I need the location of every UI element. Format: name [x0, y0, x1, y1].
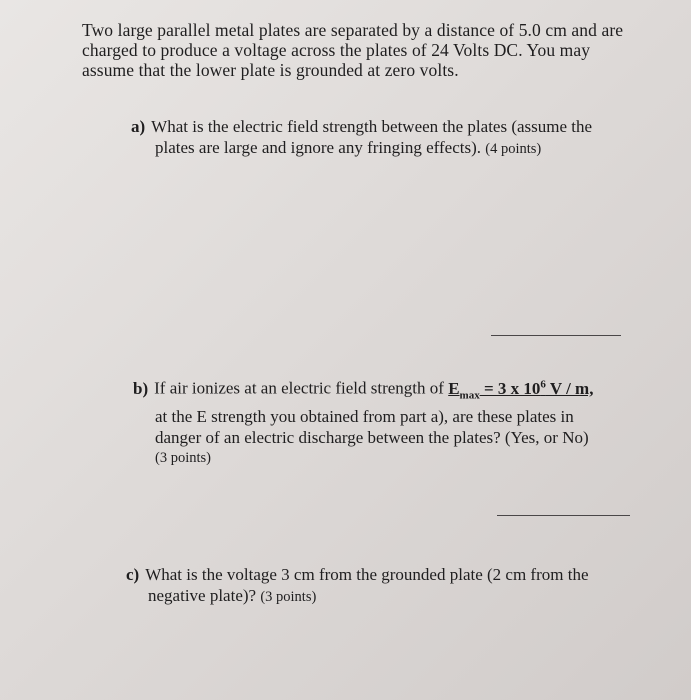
question-b-label: b) [133, 378, 149, 398]
emax-symbol: E [448, 378, 460, 398]
problem-statement-line-1: Two large parallel metal plates are separated by a distance of 5.0 cm and are [82, 20, 624, 40]
question-a-text-line-1: What is the electric field strength between the plates (assume the [151, 117, 593, 136]
question-b-text-line-1: If air ionizes at an electric field strength of [154, 378, 449, 398]
question-a-points: (4 points) [485, 141, 542, 157]
problem-statement-line-2: charged to produce a voltage across the plates of 24 Volts DC. You may [82, 40, 591, 60]
question-b-row-1 [133, 374, 593, 406]
question-a-label: a) [131, 117, 146, 136]
question-c [126, 564, 589, 608]
question-b [133, 374, 593, 469]
question-c-row-1 [126, 564, 589, 585]
question-b-points: (3 points) [155, 450, 211, 467]
question-b-text-line-2: at the E strength you obtained from part a), are these plates in [155, 407, 574, 427]
question-c-text-line-1: What is the voltage 3 cm from the grounded plate (2 cm from the [145, 565, 589, 584]
question-a-row-1 [131, 116, 592, 137]
question-a-text-line-2: plates are large and ignore any fringing effects). [155, 138, 482, 157]
emax-expression [448, 378, 594, 402]
question-a [131, 116, 592, 160]
problem-statement [82, 20, 652, 80]
question-c-points: (3 points) [260, 589, 317, 605]
emax-unit: V / m, [545, 378, 594, 398]
answer-line-a [491, 335, 621, 336]
problem-statement-line-3: assume that the lower plate is grounded at zero volts. [82, 60, 459, 80]
question-c-row-2 [126, 585, 589, 608]
answer-line-b [497, 515, 630, 516]
emax-equals: = 3 x 10 [479, 378, 541, 398]
emax-subscript: max [459, 389, 480, 402]
question-a-row-2 [131, 137, 592, 160]
emax-exponent: 6 [540, 378, 546, 390]
question-c-label: c) [126, 565, 140, 584]
question-c-text-line-2: negative plate)? [148, 586, 257, 605]
question-b-text-line-3: danger of an electric discharge between the plates? (Yes, or No) [155, 428, 589, 448]
